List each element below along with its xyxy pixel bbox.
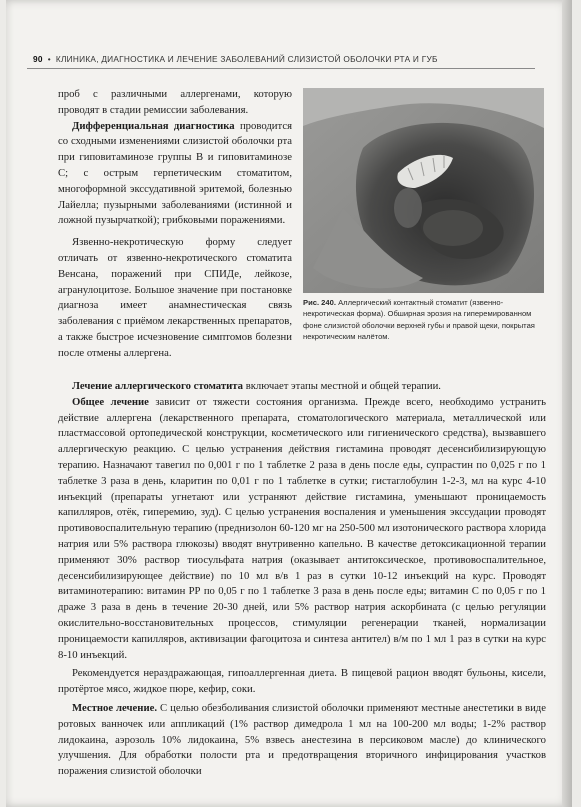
header-rule [27, 68, 535, 69]
running-header [33, 54, 538, 64]
mouth-photo-image [303, 88, 544, 293]
local-treatment-paragraph [58, 701, 546, 780]
general-treatment-term: Общее лечение [72, 395, 149, 408]
general-treatment-paragraph [58, 395, 546, 664]
treatment-paragraph [58, 379, 546, 395]
clinical-photo [303, 88, 544, 293]
figure-label: Рис. 240. [303, 298, 336, 307]
necrotic-paragraph: Язвенно-некротическую форму следует отличать от язвенно-некротического стоматита Венсана, поражений при СПИДе, лейкозе, агранулоцитозе. Большое значение при постановке диагноза имеет анамнестическая связь заболевания с приёмом лекарственных препаратов, а также быстрое исчезновение симптомов болезни после отмены аллергена. [58, 236, 292, 359]
local-treatment-term: Местное лечение. [72, 701, 158, 714]
general-treatment-text: зависит от тяжести состояния организма. Прежде всего, необходимо устранить действие аллергена (лекарственного препарата, стоматологического материала, металлической или пластмассовой ортопедической конструкции, косметического или гигиенического средства), вызвавшего аллергическую реакцию. С целью устранения действия гистамина проводят десенсибилизирующую терапию. Назначают тавегил по 0,001 г по 1 таблетке 2 раза в день после еды, супрастин по 0,025 г по 1 таблетке 3 раза в день, кларитин по 0,01 г по 1 таблетке в сутки; гистаглобулин 1-2-3, мл на курс 4-10 инъекций (препараты угнетают или устраняют действие гистамина, уменьшают проницаемость капилляров, отёк, гиперемию, зуд). С целью устранения воспаления и уменьшения экссудации проводят противовоспалительную терапию (преднизолон 60-120 мг на 250-500 мл изотонического раствора хлорида натрия или 5% раствора глюкозы) вводят внутривенно капельно. В качестве детоксикационной терапии применяют 30% раствор тиосульфата натрия (оказывает антитоксическое, противовоспалительное, десенсибилизирующее действие) по 10 мл в/в 1 раз в сутки 10-12 инъекций на курс. Проводят витаминотерапию: витамин РР по 0,05 г по 1 таблетке 3 раза в день после еды; витамин С по 0,05 г по 1 драже 3 раза в день в течение 20-30 дней, или 5% раствор натрия аскорбината (с целью регуляции окислительно-восстановительных процессов, стимуляции регенерации тканей, нормализации проницаемости капилляров, активизации фагоцитоза и синтеза антител) в/м по 1 мл 1 раз в сутки на курс 8-10 инъекций. [58, 395, 546, 661]
page-gutter-shadow [562, 0, 572, 807]
figure-caption-text: Аллергический контактный стоматит (язвенно-некротическая форма). Обширная эрозия на гиперемированном фоне слизистой оболочки верхней губы и правой щеки, покрытая некротическим налётом. [303, 298, 535, 342]
diet-paragraph: Рекомендуется нераздражающая, гипоаллергенная диета. В пищевой рацион вводят бульоны, кисели, протёртое мясо, жидкое пюре, кефир, соки. [58, 667, 546, 696]
page-number: 90 [33, 54, 43, 64]
differential-text: проводится со сходными изменениями слизистой оболочки рта при гиповитаминозе группы В и гиповитаминозе С; с острым герпетическим стоматитом, многоформной экссудативной эритемой, болезнью Лайелла; пузырными заболеваниями (истинной и ложной пузырчаткой); грибковыми поражениями. [58, 119, 292, 227]
running-title: КЛИНИКА, ДИАГНОСТИКА И ЛЕЧЕНИЕ ЗАБОЛЕВАНИЙ СЛИЗИСТОЙ ОБОЛОЧКИ РТА И ГУБ [55, 54, 438, 64]
treatment-text: включает этапы местной и общей терапии. [243, 380, 441, 392]
header-bullet: • [47, 54, 51, 64]
local-treatment-text: С целью обезболивания слизистой оболочки применяют местные анестетики в виде ротовых ванночек или аппликаций (1% раствор димедрола 1 мл на 100-200 мл воды; 1-2% раствор лидокаина, аэрозоль 10% лидокаина, 5% взвесь анестезина в персиковом масле) до клинического улучшения. Для обработки полости рта и предотвращения вторичного инфицирования участков поражения слизистой оболочки [58, 701, 546, 778]
intro-paragraph: проб с различными аллергенами, которую проводят в стадии ремиссии заболевания. [58, 88, 292, 116]
treatment-term: Лечение аллергического стоматита [72, 380, 244, 392]
main-text [58, 379, 546, 780]
figure-caption [303, 297, 547, 343]
differential-paragraph [58, 119, 292, 230]
differential-term: Дифференциальная диагностика [72, 119, 235, 132]
left-column [58, 87, 292, 362]
